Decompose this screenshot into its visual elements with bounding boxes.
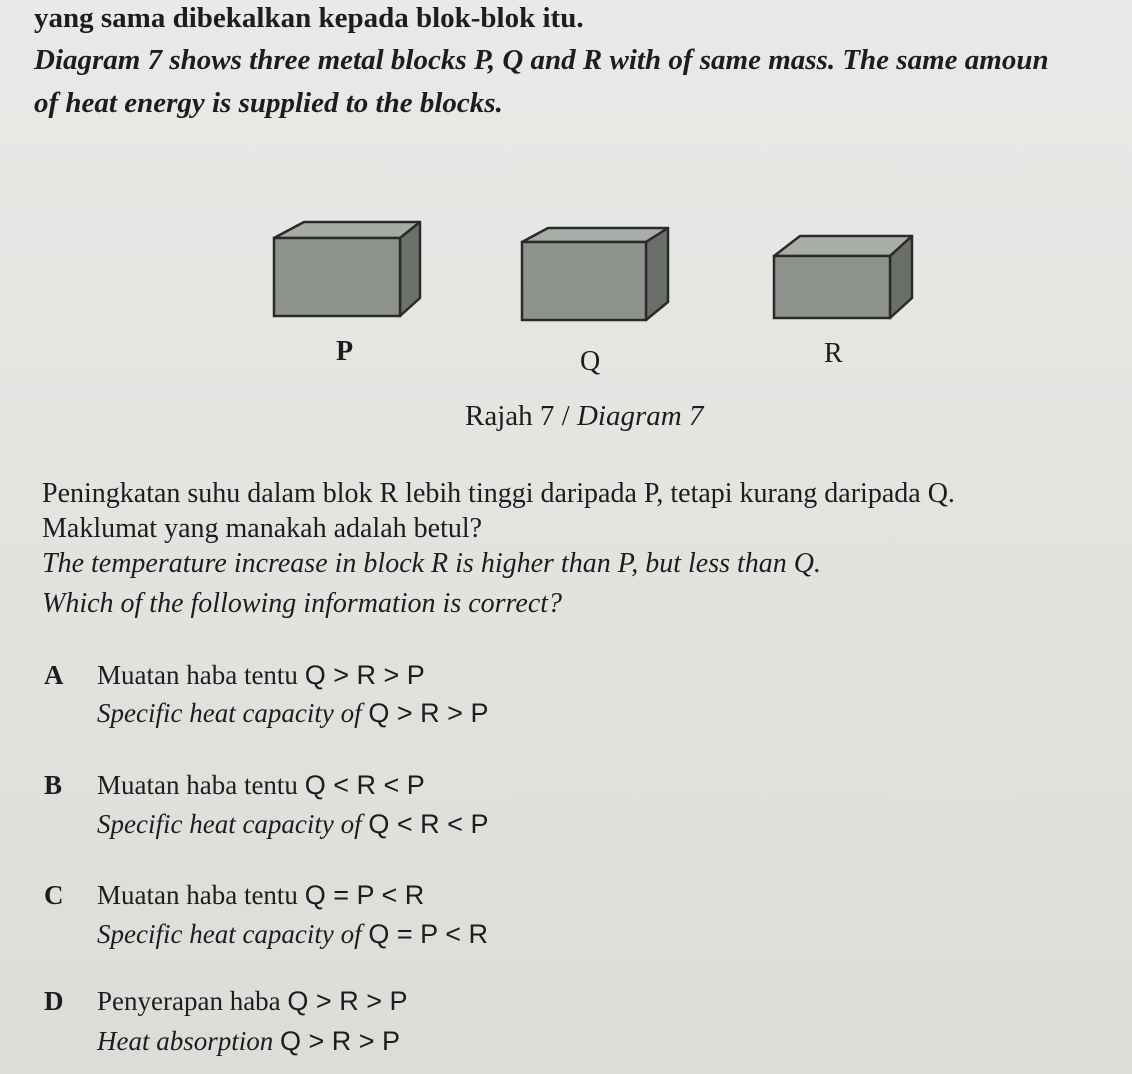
option-d-ms-expr: Q > R > P [287,986,408,1016]
option-b-ms-label: Muatan haba tentu [97,770,298,800]
option-b-en-expr: Q < R < P [368,809,489,839]
option-d-ms [97,986,407,1017]
option-a-en [97,698,488,729]
block-p-label: P [336,336,354,367]
option-c-ms-expr: Q = P < R [304,880,425,910]
diagram-caption-ms: Rajah 7 / [465,400,577,432]
option-d-en [97,1026,400,1057]
option-c-en-expr: Q = P < R [368,919,488,949]
option-a-en-label: Specific heat capacity of [97,698,362,728]
block-q-figure [518,226,674,326]
question-ms-line-1: Peningkatan suhu dalam blok R lebih tinggi daripada P, tetapi kurang daripada Q. [42,478,955,509]
option-d-en-expr: Q > R > P [280,1026,401,1056]
option-c-en-label: Specific heat capacity of [97,919,362,949]
option-b-en-label: Specific heat capacity of [97,809,362,839]
option-a-letter: A [44,660,64,690]
question-ms-line-2: Maklumat yang manakah adalah betul? [42,513,483,544]
option-b-ms-expr: Q < R < P [304,770,425,800]
option-b-ms [97,770,425,801]
intro-line-1: yang sama dibekalkan kepada blok-blok itu. [34,2,584,34]
option-a-ms [97,660,425,691]
option-c-letter: C [44,880,64,910]
diagram-caption-en: Diagram 7 [576,400,704,432]
option-b-en [97,809,488,840]
option-c-en [97,919,488,950]
option-d-letter: D [44,986,64,1016]
option-b-letter: B [44,770,63,800]
block-q-label: Q [580,346,601,377]
intro-line-2: Diagram 7 shows three metal blocks P, Q and R with of same mass. The same amoun [34,44,1049,76]
option-c-ms-label: Muatan haba tentu [97,880,298,910]
question-en-line-1: The temperature increase in block R is higher than P, but less than Q. [42,548,821,579]
option-d-ms-label: Penyerapan haba [97,986,281,1016]
option-a-ms-expr: Q > R > P [304,660,425,690]
option-c-ms [97,880,424,911]
option-a-ms-label: Muatan haba tentu [97,660,298,690]
block-r-label: R [824,338,843,369]
block-r-figure [770,234,918,322]
question-en-line-2: Which of the following information is correct? [42,588,563,619]
intro-line-3: of heat energy is supplied to the blocks. [34,87,503,119]
option-a-en-expr: Q > R > P [368,698,489,728]
block-p-figure [268,220,428,320]
option-d-en-label: Heat absorption [97,1026,274,1056]
diagram-caption [465,400,703,433]
